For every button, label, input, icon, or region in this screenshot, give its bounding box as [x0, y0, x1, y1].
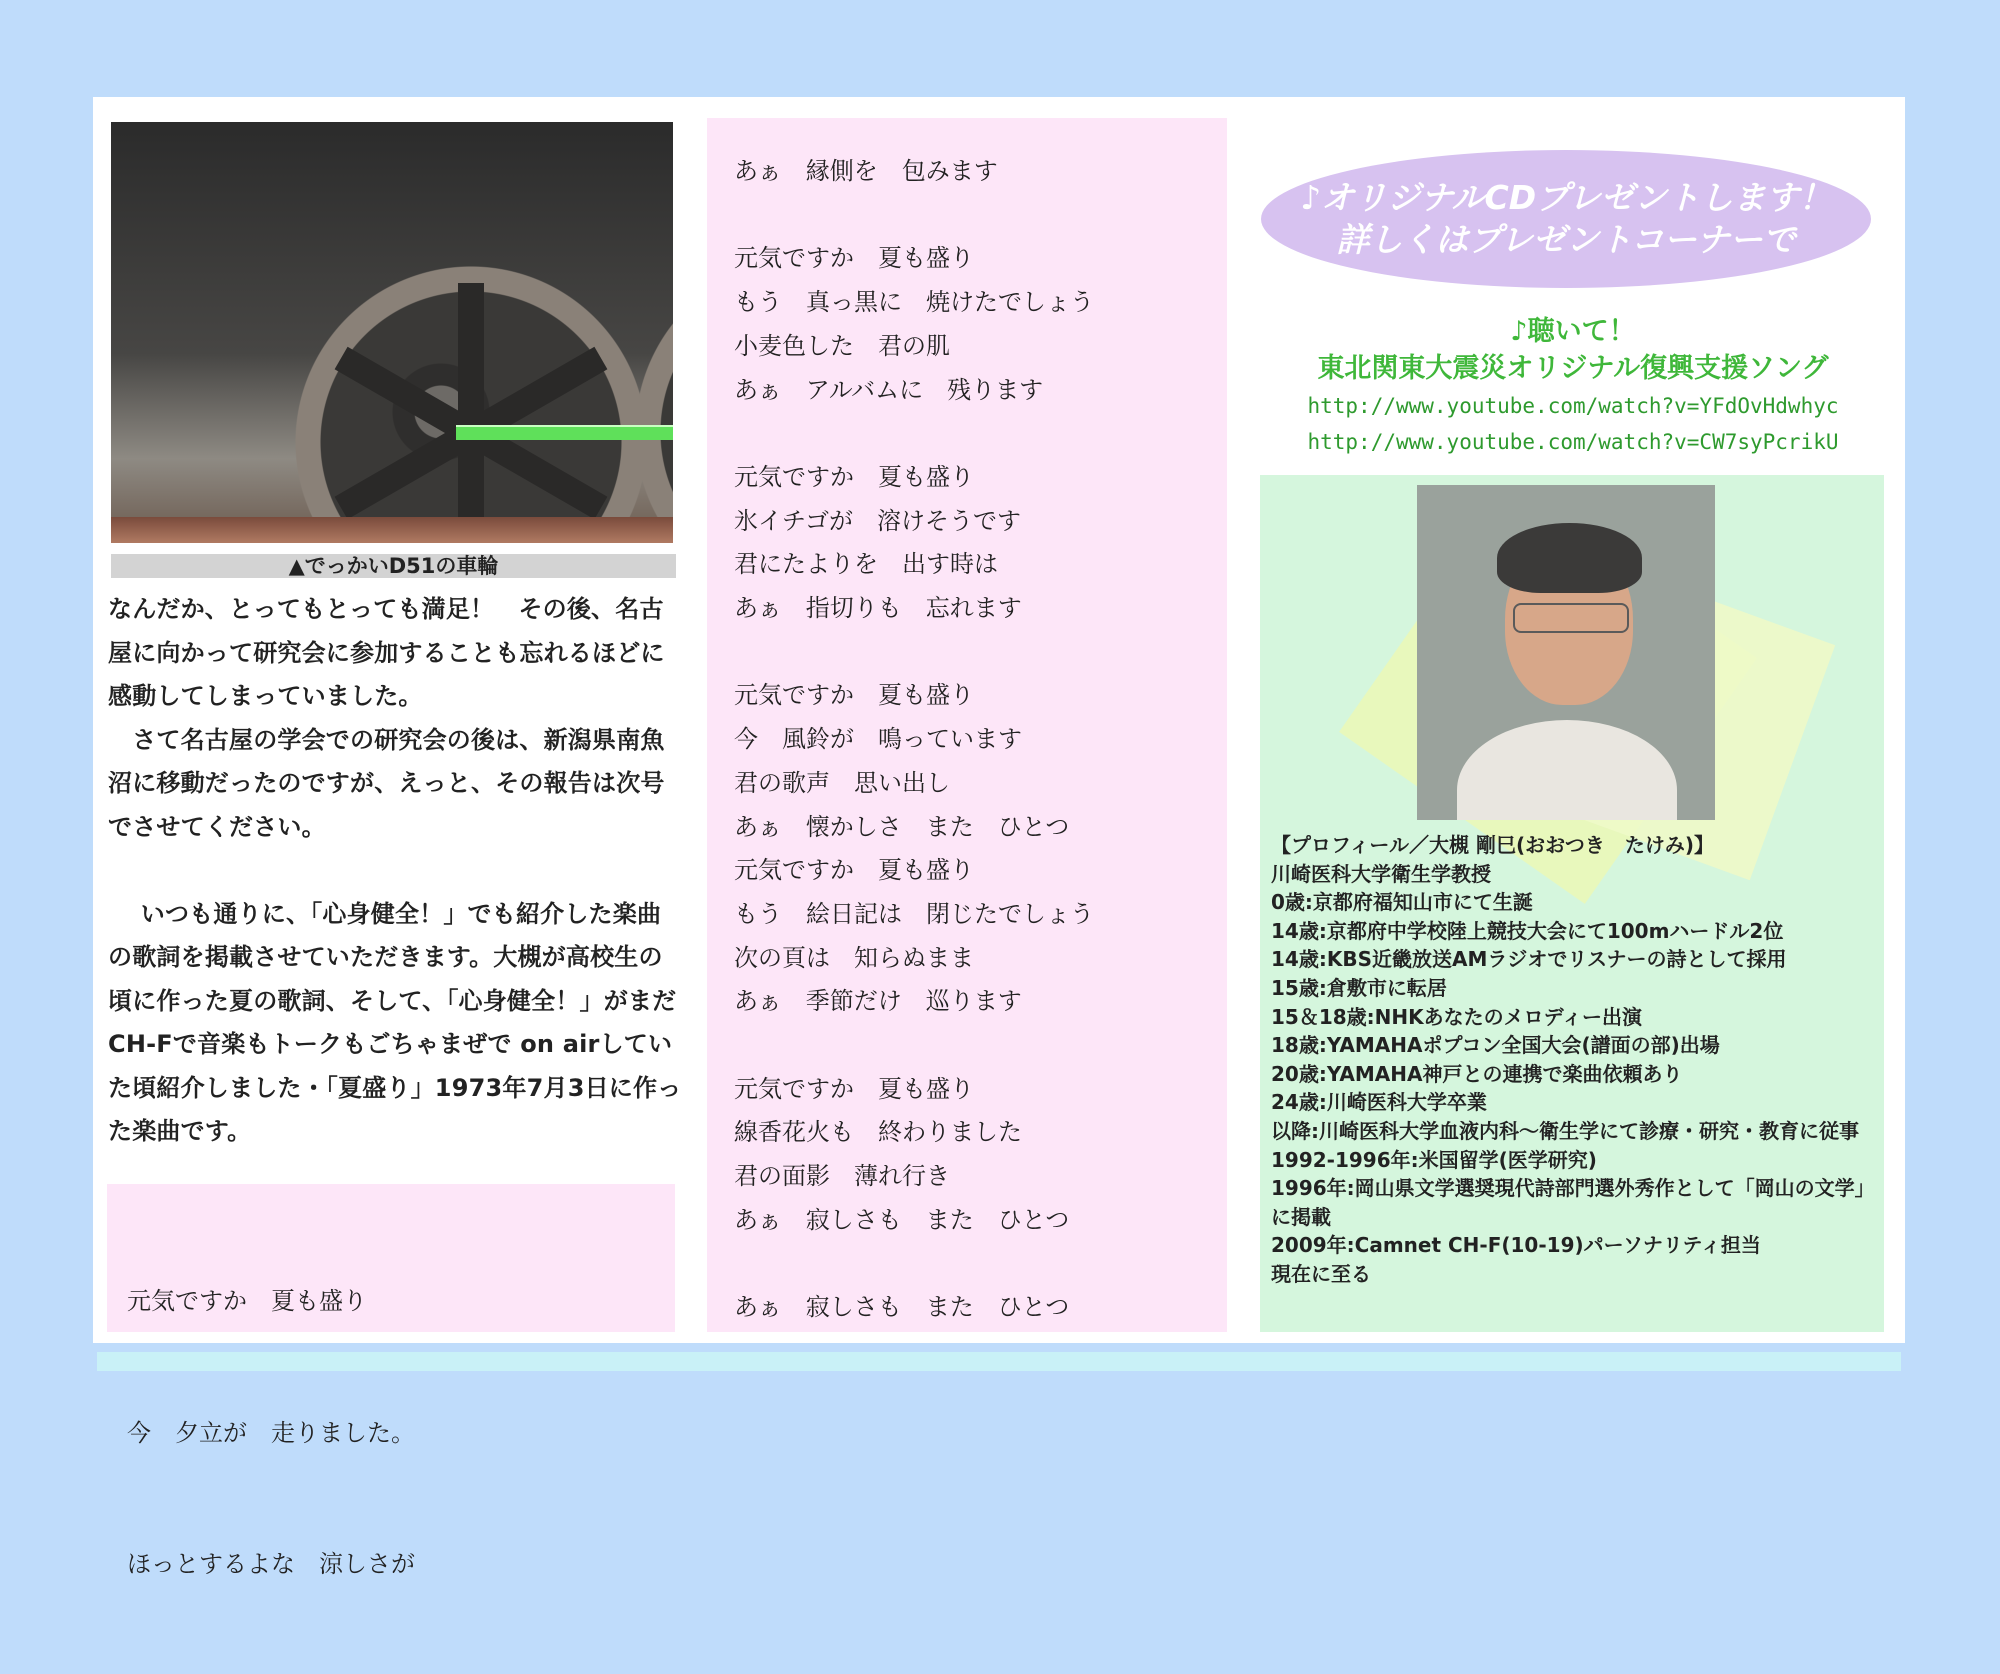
- song-heading: [1300, 313, 1846, 387]
- profile-line: 現在に至る: [1271, 1261, 1371, 1286]
- profile-box: [1260, 475, 1884, 1332]
- lyric-line: あぁ 指切りも 忘れます: [734, 594, 1022, 622]
- profile-line: 1996年:岡山県文学選奨現代詩部門選外秀作として「岡山の文学」に掲載: [1271, 1176, 1875, 1229]
- lyric-line: [734, 1243, 1094, 1287]
- lyric-line: 元気ですか 夏も盛り: [734, 856, 974, 885]
- lyric-line: あぁ 懐かしさ また ひとつ: [734, 812, 1070, 841]
- lyric-line: 元気ですか 夏も盛り: [734, 244, 974, 273]
- lyric-line: 今 夕立が 走りました。: [127, 1418, 415, 1447]
- lyrics-box-middle: [707, 118, 1227, 1332]
- profile-line: 川崎医科大学衛生学教授: [1271, 861, 1491, 886]
- cd-present-bubble: [1261, 150, 1871, 288]
- lyric-line: 君の歌声 思い出し: [734, 768, 950, 797]
- article-paragraph: [108, 849, 683, 893]
- lyric-line: もう 絵日記は 閉じたでしょう: [734, 899, 1094, 928]
- listen-label: ♪聴いて！: [1510, 316, 1636, 347]
- photo-caption: ▲でっかいD51の車輪: [111, 554, 676, 578]
- lyric-line: あぁ アルバムに 残ります: [734, 375, 1044, 404]
- lyric-line: あぁ 季節だけ 巡ります: [734, 987, 1022, 1016]
- profile-line: 15歳:倉敷市に転居: [1271, 975, 1447, 1000]
- profile-text: [1271, 831, 1881, 1289]
- promo-line: 詳しくはプレゼントコーナーで: [1336, 220, 1796, 259]
- profile-line: 2009年:Camnet CH-F(10-19)パーソナリティ担当: [1271, 1233, 1761, 1258]
- youtube-link-2[interactable]: http://www.youtube.com/watch?v=CW7syPcrikU: [1307, 430, 1839, 454]
- lyric-line: [734, 631, 1094, 675]
- author-portrait: [1417, 485, 1715, 820]
- lyric-line: あぁ 寂しさも また ひとつ: [734, 1293, 1070, 1322]
- rail: [111, 517, 673, 543]
- lyric-line: あぁ 寂しさも また ひとつ: [734, 1205, 1070, 1234]
- lyric-line: 元気ですか 夏も盛り: [127, 1287, 367, 1316]
- lyric-line: 今 風鈴が 鳴っています: [734, 725, 1022, 754]
- lyric-line: [734, 194, 1094, 238]
- song-title: 東北関東大震災オリジナル復興支援ソング: [1317, 353, 1829, 384]
- profile-heading: 【プロフィール／大槻 剛巳(おおつき たけみ)】: [1271, 833, 1715, 857]
- profile-line: 14歳:KBS近畿放送AMラジオでリスナーの詩として採用: [1271, 947, 1787, 972]
- lyric-line: [734, 412, 1094, 456]
- article-paragraph: いつも通りに、「心身健全！」でも紹介した楽曲の歌詞を掲載させていただきます。大槻が高校生の頃に作った夏の歌詞、そして、「心身健全！」がまだCH-Fで音楽もトークもごちゃまぜで on airしていた頃紹介しました・「夏盛り」1973年7月3日に作った楽曲です。: [108, 899, 682, 1145]
- connecting-rod: [456, 425, 673, 440]
- profile-lines: [1271, 860, 1881, 1289]
- profile-line: 14歳:京都府中学校陸上競技大会にて100mハードル2位: [1271, 918, 1784, 943]
- article-body: [108, 588, 683, 1154]
- lyrics-lines: [734, 150, 1094, 1330]
- locomotive-wheel-photo: [111, 122, 673, 543]
- lyric-line: 元気ですか 夏も盛り: [734, 681, 974, 710]
- lyric-line: 元気ですか 夏も盛り: [734, 462, 974, 491]
- lyric-line: ほっとするよな 涼しさが: [127, 1549, 415, 1578]
- lyric-line: 線香花火も 終わりました: [734, 1118, 1022, 1147]
- article-paragraph: さて名古屋の学会での研究会の後は、新潟県南魚沼に移動だったのですが、えっと、その報告は次号でさせてください。: [108, 725, 665, 841]
- profile-line: 18歳:YAMAHAポプコン全国大会(譜面の部)出場: [1271, 1033, 1720, 1058]
- lyric-line: 元気ですか 夏も盛り: [734, 1074, 974, 1103]
- lyric-line: 君の面影 薄れ行き: [734, 1162, 950, 1191]
- profile-line: 15＆18歳:NHKあなたのメロディー出演: [1271, 1004, 1643, 1029]
- profile-line: 以降:川崎医科大学血液内科～衛生学にて診療・研究・教育に従事: [1271, 1118, 1859, 1143]
- lyric-line: 小麦色した 君の肌: [734, 331, 950, 360]
- lyric-line: もう 真っ黒に 焼けたでしょう: [734, 288, 1094, 317]
- youtube-link-1[interactable]: http://www.youtube.com/watch?v=YFdOvHdwhyc: [1307, 394, 1839, 418]
- lyrics-lines: [127, 1193, 415, 1674]
- lyric-line: あぁ 縁側を 包みます: [734, 157, 998, 185]
- profile-line: 1992-1996年:米国留学(医学研究): [1271, 1147, 1597, 1172]
- promo-line: ♪オリジナルCDプレゼントします！: [1300, 178, 1832, 217]
- article-paragraph: なんだか、とってもとっても満足！ その後、名古屋に向かって研究会に参加することも忘れるほどに感動してしまっていました。: [108, 595, 665, 710]
- lyrics-box-left: [107, 1184, 675, 1578]
- lyric-line: 氷イチゴが 溶けそうです: [734, 506, 1022, 535]
- lyric-line: 君にたよりを 出す時は: [734, 550, 998, 579]
- lyric-line: 次の頁は 知らぬまま: [734, 943, 974, 972]
- profile-line: 20歳:YAMAHA神戸との連携で楽曲依頼あり: [1271, 1061, 1683, 1086]
- profile-line: 0歳:京都府福知山市にて生誕: [1271, 890, 1533, 915]
- lyric-line: [734, 1024, 1094, 1068]
- profile-line: 24歳:川崎医科大学卒業: [1271, 1090, 1487, 1115]
